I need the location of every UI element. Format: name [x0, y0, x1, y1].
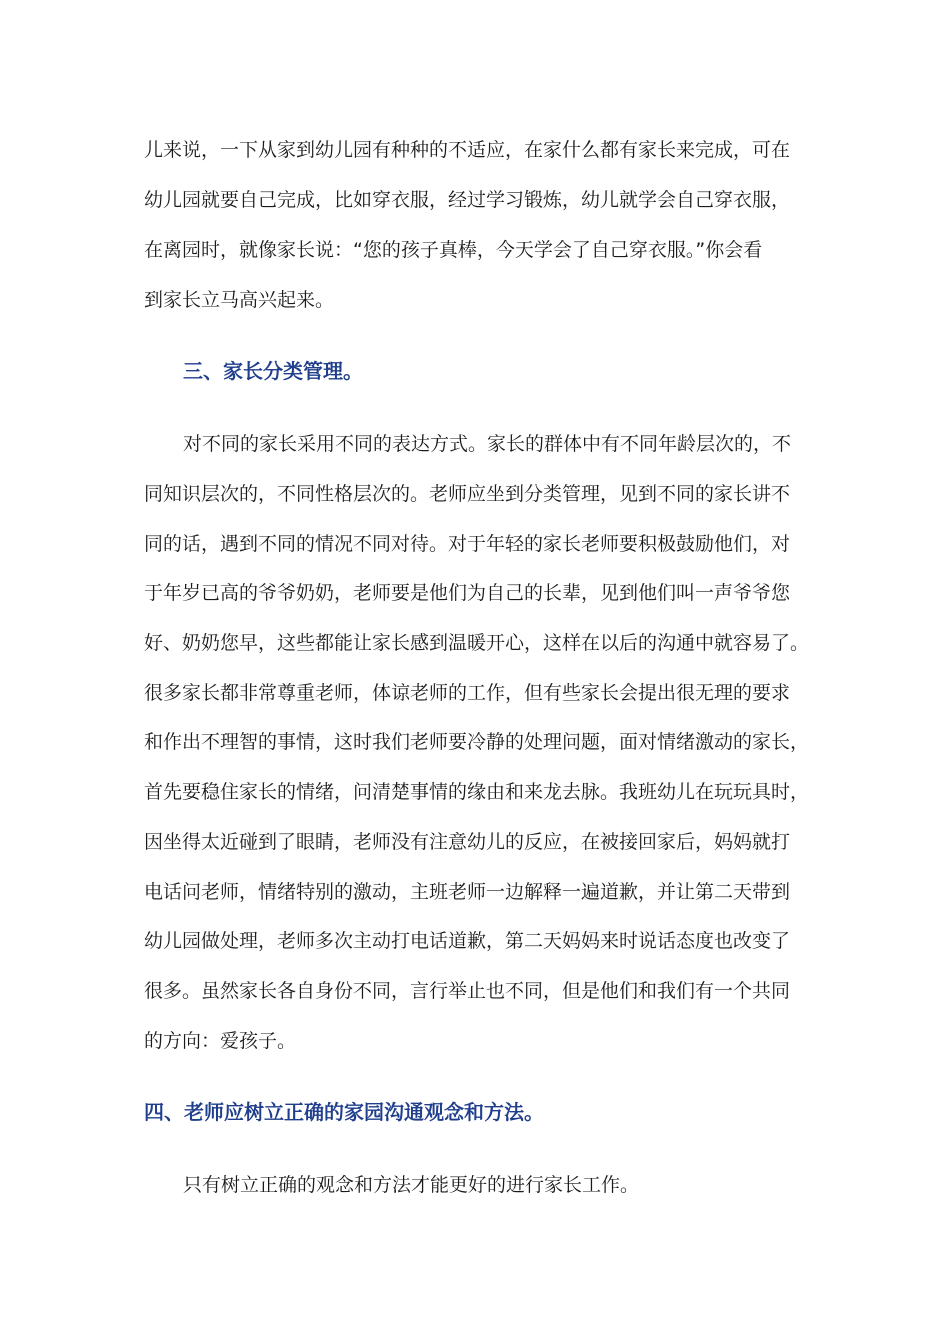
- section-heading-3: 三、家长分类管理。: [183, 359, 363, 383]
- paragraph-1-line-3: 在离园时，就像家长说：“您的孩子真棒，今天学会了自己穿衣服。”你会看: [144, 239, 763, 261]
- paragraph-2-line-13: 的方向：爱孩子。: [144, 1030, 297, 1052]
- section-heading-4: 四、老师应树立正确的家园沟通观念和方法。: [144, 1100, 544, 1124]
- paragraph-2-line-11: 幼儿园做处理，老师多次主动打电话道歉，第二天妈妈来时说话态度也改变了: [144, 930, 791, 952]
- paragraph-2-line-10: 电话问老师，情绪特别的激动，主班老师一边解释一遍道歉，并让第二天带到: [144, 881, 791, 903]
- paragraph-2-line-12: 很多。虽然家长各自身份不同，言行举止也不同，但是他们和我们有一个共同: [144, 980, 791, 1002]
- paragraph-2-line-6: 很多家长都非常尊重老师，体谅老师的工作，但有些家长会提出很无理的要求: [144, 682, 791, 704]
- paragraph-2-line-8: 首先要稳住家长的情绪，问清楚事情的缘由和来龙去脉。我班幼儿在玩玩具时，: [144, 781, 810, 803]
- paragraph-1-line-1: 儿来说，一下从家到幼儿园有种种的不适应，在家什么都有家长来完成，可在: [144, 139, 791, 161]
- paragraph-2-line-4: 于年岁已高的爷爷奶奶，老师要是他们为自己的长辈，见到他们叫一声爷爷您: [144, 582, 791, 604]
- paragraph-2-line-3: 同的话，遇到不同的情况不同对待。对于年轻的家长老师要积极鼓励他们，对: [144, 533, 791, 555]
- paragraph-2-line-2: 同知识层次的，不同性格层次的。老师应坐到分类管理，见到不同的家长讲不: [144, 483, 791, 505]
- paragraph-1-line-4: 到家长立马高兴起来。: [144, 289, 335, 311]
- paragraph-2-line-5: 好、奶奶您早，这些都能让家长感到温暖开心，这样在以后的沟通中就容易了。: [144, 632, 810, 654]
- paragraph-2-line-1: 对不同的家长采用不同的表达方式。家长的群体中有不同年龄层次的，不: [183, 433, 792, 455]
- paragraph-3-line-1: 只有树立正确的观念和方法才能更好的进行家长工作。: [183, 1174, 640, 1196]
- paragraph-1-line-2: 幼儿园就要自己完成，比如穿衣服，经过学习锻炼，幼儿就学会自己穿衣服，: [144, 189, 791, 211]
- paragraph-2-line-7: 和作出不理智的事情，这时我们老师要冷静的处理问题，面对情绪激动的家长，: [144, 731, 810, 753]
- paragraph-2-line-9: 因坐得太近碰到了眼睛，老师没有注意幼儿的反应，在被接回家后，妈妈就打: [144, 831, 791, 853]
